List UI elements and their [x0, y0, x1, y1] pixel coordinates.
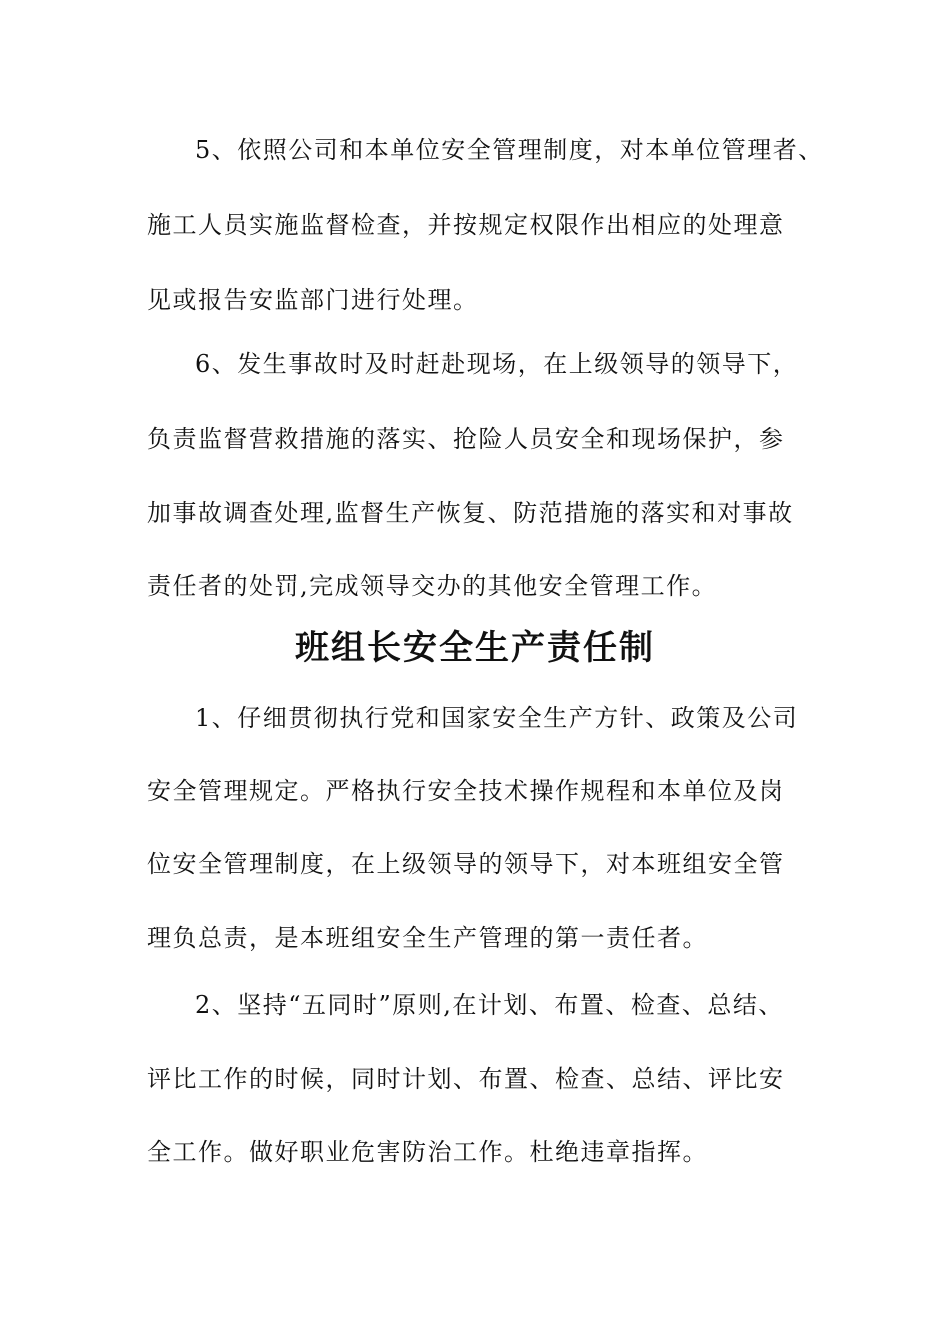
- paragraph-line: 负责监督营救措施的落实、抢险人员安全和现场保护，参: [147, 425, 785, 453]
- paragraph-line: 施工人员实施监督检查，并按规定权限作出相应的处理意: [147, 211, 785, 239]
- paragraph-line: 责任者的处罚,完成领导交办的其他安全管理工作。: [147, 572, 718, 600]
- paragraph-line: 2、坚持“五同时”原则,在计划、布置、检查、总结、: [195, 991, 784, 1019]
- paragraph-line: 1、仔细贯彻执行党和国家安全生产方针、政策及公司: [195, 704, 799, 732]
- paragraph-line: 评比工作的时候，同时计划、布置、检查、总结、评比安: [147, 1065, 785, 1093]
- paragraph-line: 理负总责，是本班组安全生产管理的第一责任者。: [147, 924, 708, 952]
- paragraph-line: 加事故调查处理,监督生产恢复、防范措施的落实和对事故: [147, 499, 794, 527]
- paragraph-line: 5、依照公司和本单位安全管理制度，对本单位管理者、: [195, 136, 824, 164]
- paragraph-line: 位安全管理制度，在上级领导的领导下，对本班组安全管: [147, 850, 785, 878]
- paragraph-line: 全工作。做好职业危害防治工作。杜绝违章指挥。: [147, 1138, 708, 1166]
- section-heading: 班组长安全生产责任制: [295, 628, 655, 668]
- paragraph-line: 见或报告安监部门进行处理。: [147, 286, 479, 314]
- paragraph-line: 6、发生事故时及时赶赴现场，在上级领导的领导下，: [195, 350, 799, 378]
- paragraph-line: 安全管理规定。严格执行安全技术操作规程和本单位及岗: [147, 777, 785, 805]
